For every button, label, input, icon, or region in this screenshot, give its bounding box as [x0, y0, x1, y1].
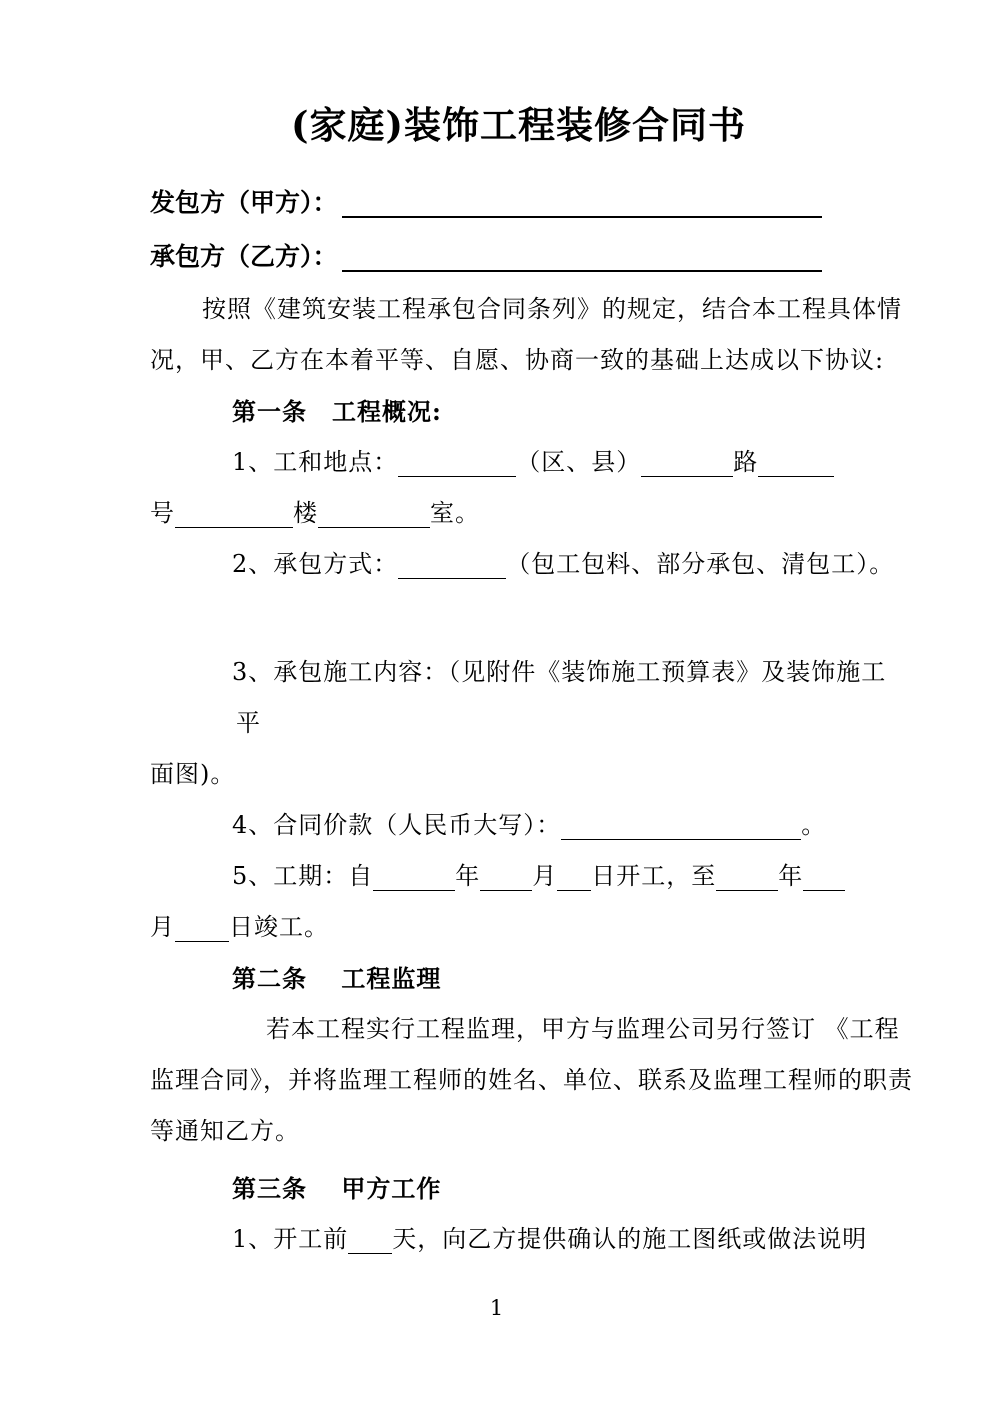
clause-1-item-1-line-1 — [150, 437, 887, 488]
clause-1-item-1-line-2 — [150, 488, 887, 539]
year-text-2: 年 — [778, 862, 804, 890]
clause-1-item-3-line-1: 3、承包施工内容：（见附件《装饰施工预算表》及装饰施工 — [232, 658, 887, 686]
district-fill-blank[interactable] — [641, 446, 733, 477]
start-month-fill-blank[interactable] — [480, 860, 532, 891]
item-2-label: 2、承包方式： — [232, 550, 399, 578]
completion-text: 日竣工。 — [229, 913, 329, 941]
party-b-label: 承包方（乙方）： — [150, 242, 338, 271]
start-day-fill-blank[interactable] — [557, 860, 591, 891]
party-b-row — [150, 230, 887, 284]
clause-1-item-4 — [150, 800, 887, 851]
blank-line — [150, 590, 887, 641]
end-day-fill-blank[interactable] — [175, 911, 229, 942]
clause-1-item-3-line-3: 面图)。 — [150, 760, 236, 788]
location-fill-blank[interactable] — [398, 446, 516, 477]
item-1-room-text: 室。 — [430, 499, 480, 527]
clause-1-item-3-line-2: 平 — [236, 709, 261, 737]
days-fill-blank[interactable] — [348, 1223, 392, 1254]
clause-2-line-1: 若本工程实行工程监理，甲方与监理公司另行签订 《工程 — [266, 1015, 900, 1043]
item-4-label: 4、合同价款（人民币大写）： — [232, 811, 562, 839]
item-2-options-text: （包工包料、部分承包、清包工）。 — [506, 550, 895, 578]
party-a-label: 发包方（甲方）： — [150, 188, 338, 217]
clause-1-heading: 第一条 工程概况: — [232, 397, 442, 426]
page-content — [150, 0, 913, 1265]
price-fill-blank[interactable] — [561, 809, 801, 840]
end-month-fill-blank[interactable] — [803, 860, 845, 891]
clause-2-line-2: 监理合同》，并将监理工程师的姓名、单位、联系及监理工程师的职责 — [150, 1066, 913, 1094]
item-5-label: 5、工期：自 — [232, 862, 374, 890]
year-text-1: 年 — [455, 862, 481, 890]
clause-3-heading: 第三条 甲方工作 — [232, 1174, 442, 1203]
item-1-building-text: 楼 — [293, 499, 318, 527]
building-fill-blank[interactable] — [318, 497, 430, 528]
document-title: (家庭)装饰工程装修合同书 — [290, 103, 746, 147]
intro-line-2: 况，甲、乙方在本着平等、自愿、协商一致的基础上达成以下协议: — [150, 346, 885, 374]
month-text-2: 月 — [150, 913, 175, 941]
clause-1-item-5-line-2 — [150, 902, 887, 953]
clause-1-item-2 — [150, 539, 895, 590]
clause-3-item-1-text: 天，向乙方提供确认的施工图纸或做法说明 — [392, 1225, 868, 1253]
clause-2-line-3: 等通知乙方。 — [150, 1117, 300, 1145]
start-year-fill-blank[interactable] — [373, 860, 455, 891]
item-4-period-text: 。 — [801, 811, 827, 839]
number-fill-blank[interactable] — [175, 497, 293, 528]
item-1-district-text: （区、县） — [516, 448, 642, 476]
party-b-fill-line[interactable] — [342, 232, 822, 272]
clause-3-item-1-label: 1、开工前 — [232, 1225, 349, 1253]
clause-2-heading: 第二条 工程监理 — [232, 964, 442, 993]
item-1-label: 1、工和地点： — [232, 448, 399, 476]
month-text-1: 月 — [532, 862, 558, 890]
party-a-fill-line[interactable] — [342, 178, 822, 218]
item-1-number-text: 号 — [150, 499, 175, 527]
end-year-fill-blank[interactable] — [716, 860, 778, 891]
clause-1-item-5-line-1 — [150, 851, 887, 902]
intro-line-1: 按照《建筑安装工程承包合同条列》的规定，结合本工程具体情 — [202, 295, 902, 323]
start-work-text: 日开工，至 — [591, 862, 717, 890]
road-fill-blank[interactable] — [758, 446, 834, 477]
contract-mode-fill-blank[interactable] — [398, 548, 506, 579]
clause-3-item-1 — [150, 1214, 887, 1265]
page-number: 1 — [489, 1296, 504, 1320]
item-1-road-text: 路 — [733, 448, 759, 476]
party-a-row — [150, 176, 887, 230]
